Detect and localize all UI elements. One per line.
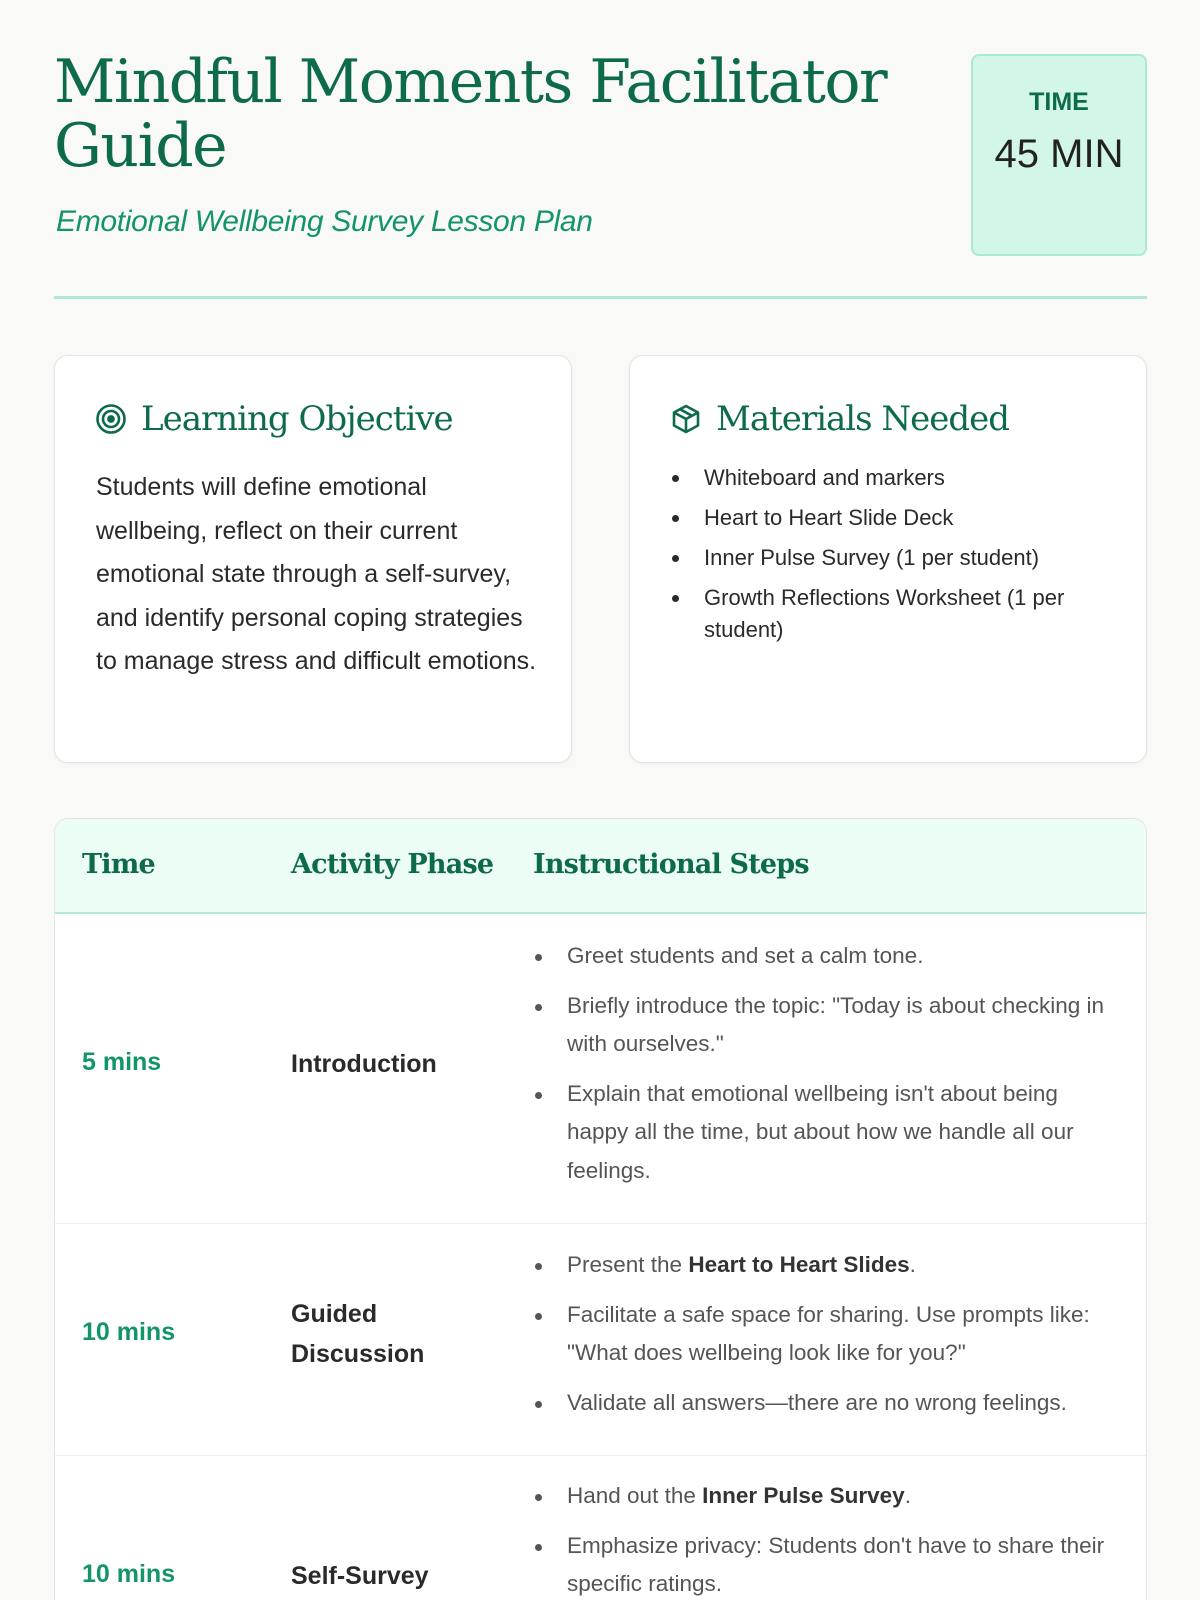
- step-item: [533, 937, 1108, 976]
- step-text: Briefly introduce the topic: "Today is about checking in with ourselves.": [567, 992, 1105, 1056]
- step-text: Facilitate a safe space for sharing. Use prompts like: "What does wellbeing look like for you?": [567, 1301, 1090, 1365]
- page: [54, 0, 1147, 1596]
- row-time: 10 mins: [82, 1318, 176, 1346]
- header-divider: [54, 296, 1147, 299]
- table-row: [55, 914, 1146, 1224]
- list-item: Heart to Heart Slide Deck: [670, 502, 1110, 534]
- table-row: [55, 1456, 1146, 1600]
- step-item: [533, 1527, 1108, 1600]
- row-steps: [533, 937, 1108, 1201]
- objective-card: [54, 355, 572, 763]
- list-item: Growth Reflections Worksheet (1 per student): [670, 582, 1110, 646]
- row-steps: [533, 1477, 1108, 1600]
- step-text-after: .: [909, 1252, 916, 1277]
- materials-card: [629, 355, 1147, 763]
- materials-title: Materials Needed: [716, 399, 1010, 439]
- step-bold: Heart to Heart Slides: [688, 1252, 910, 1277]
- step-text: Emphasize privacy: Students don't have to share their specific ratings.: [567, 1532, 1105, 1596]
- step-item: [533, 1296, 1108, 1373]
- row-steps: [533, 1246, 1108, 1433]
- objective-card-header: [95, 396, 453, 442]
- step-bold: Inner Pulse Survey: [702, 1483, 905, 1508]
- materials-card-header: [670, 396, 1009, 442]
- table-row: [55, 1224, 1146, 1456]
- column-header-steps: Instructional Steps: [533, 849, 809, 880]
- page-subtitle: Emotional Wellbeing Survey Lesson Plan: [56, 205, 593, 238]
- row-phase: Introduction: [291, 1050, 437, 1078]
- header: [54, 0, 1147, 300]
- step-text: Present the: [567, 1252, 689, 1277]
- step-item: [533, 1246, 1108, 1285]
- schedule-table: [54, 818, 1147, 1600]
- step-item: [533, 987, 1108, 1064]
- step-text: Validate all answers—there are no wrong feelings.: [567, 1389, 1067, 1415]
- table-header: [55, 819, 1146, 914]
- time-value: 45 MIN: [994, 132, 1124, 176]
- step-text: Hand out the: [567, 1483, 703, 1508]
- row-phase: Self-Survey: [291, 1562, 429, 1590]
- objective-text: Students will define emotional wellbeing, reflect on their current emotional state through a self-survey, and identify personal coping strategies to manage stress and difficult emotions.: [96, 473, 537, 675]
- info-cards: [54, 355, 1147, 763]
- materials-list: [670, 462, 1110, 654]
- list-item: Whiteboard and markers: [670, 462, 1110, 494]
- step-text-after: .: [904, 1483, 911, 1508]
- step-text: Explain that emotional wellbeing isn't about being happy all the time, but about how we handle all our feelings.: [567, 1080, 1074, 1183]
- objective-title: Learning Objective: [141, 399, 453, 439]
- row-time: 10 mins: [82, 1560, 176, 1588]
- column-header-phase: Activity Phase: [291, 849, 494, 880]
- page-title: Mindful Moments Facilitator Guide: [54, 47, 887, 181]
- step-item: [533, 1477, 1108, 1516]
- step-item: [533, 1384, 1108, 1423]
- row-time: 5 mins: [82, 1048, 162, 1076]
- row-phase: Guided Discussion: [291, 1300, 425, 1368]
- box-icon: [670, 403, 702, 435]
- step-item: [533, 1075, 1108, 1191]
- step-text: Greet students and set a calm tone.: [567, 943, 924, 968]
- time-badge: [971, 54, 1147, 256]
- list-item: Inner Pulse Survey (1 per student): [670, 542, 1110, 574]
- target-icon: [95, 403, 127, 435]
- time-label: TIME: [1029, 88, 1089, 116]
- column-header-time: Time: [82, 849, 155, 880]
